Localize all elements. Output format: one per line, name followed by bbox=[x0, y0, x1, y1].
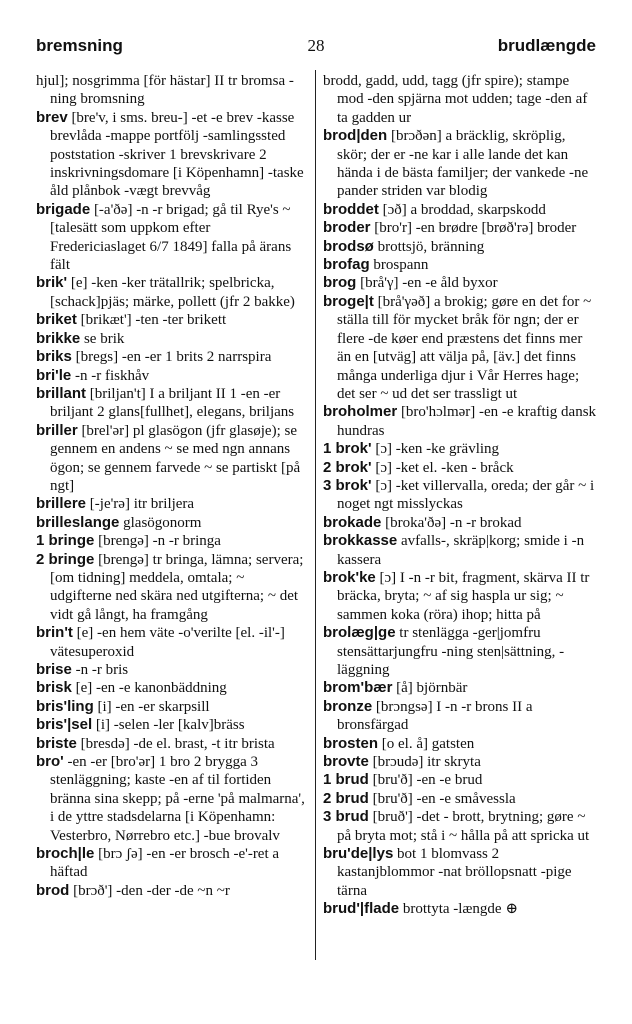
dictionary-entry bbox=[36, 698, 309, 716]
dictionary-entry bbox=[323, 808, 597, 845]
definition: -en -er [bro'ər] 1 bro 2 brygga 3 stenläggning; kaste -en af til fortiden bränna sina skepp; på -erne 'på malmarna', i de yttre stadsdelarna [i Köpenhamn: Vesterbro, Nørrebro etc.] -bue brovalv bbox=[50, 754, 305, 844]
headword: bronze bbox=[323, 697, 373, 715]
headword: broddet bbox=[323, 200, 379, 218]
definition: [briljan't] I a briljant II 1 -en -er briljant 2 glans[fullhet], elegans, briljans bbox=[50, 385, 295, 421]
definition: se brik bbox=[83, 330, 125, 347]
dictionary-entry bbox=[323, 532, 597, 569]
dictionary-entry bbox=[323, 900, 597, 918]
dictionary-entry bbox=[36, 495, 309, 513]
headword: brilleslange bbox=[36, 513, 120, 531]
dictionary-entry bbox=[323, 238, 597, 256]
dictionary-entry bbox=[36, 624, 309, 661]
dictionary-entry bbox=[36, 661, 309, 679]
dictionary-entry bbox=[36, 551, 309, 625]
headword: briket bbox=[36, 311, 77, 329]
definition: [brikæt'] -ten -ter brikett bbox=[80, 312, 227, 329]
definition: [bre'v, i sms. breu-] -et -e brev -kasse brevlåda -mappe portfölj -samlingssted poststation -skriver 1 brevskrivare 2 inskrivningsdomare [i Köpenhamn] -taske åld plånbok -vægt brevvåg bbox=[50, 109, 304, 200]
headword: brillere bbox=[36, 495, 87, 513]
dictionary-entry bbox=[36, 514, 309, 532]
definition: [-a'ðə] -n -r brigad; gå til Rye's ~ [talesätt som uppkom efter Fredericiaslaget 6/7 1849] falla på ärans fält bbox=[50, 201, 292, 274]
definition: [o el. å] gatsten bbox=[381, 735, 475, 752]
headword: brog bbox=[323, 274, 357, 292]
dictionary-entry bbox=[323, 790, 597, 808]
headword: brokade bbox=[323, 513, 382, 531]
definition: brottsjö, bränning bbox=[377, 238, 485, 255]
headword: 3 brud bbox=[323, 808, 369, 826]
dictionary-entry bbox=[36, 201, 309, 275]
definition: brospann bbox=[373, 257, 429, 274]
definition: -n -r fiskhåv bbox=[75, 367, 150, 384]
dictionary-entry bbox=[323, 219, 597, 237]
headword: brise bbox=[36, 661, 72, 678]
headword: brofag bbox=[323, 256, 370, 274]
dictionary-entry bbox=[36, 422, 309, 496]
definition: [bruð'] -det - brott, brytning; gøre ~ på bryta mot; stå i ~ hålla på att spricka ut bbox=[337, 809, 590, 844]
dictionary-entry bbox=[323, 753, 597, 771]
dictionary-entry bbox=[323, 72, 597, 127]
definition: [ɔð] a broddad, skarpskodd bbox=[382, 201, 546, 218]
page-number: 28 bbox=[307, 36, 325, 55]
headword: brillant bbox=[36, 384, 87, 402]
headword: brod bbox=[36, 881, 70, 899]
dictionary-entry bbox=[36, 311, 309, 329]
dictionary-entry bbox=[323, 477, 597, 514]
headword: 2 brok' bbox=[323, 458, 372, 476]
headword: brod|den bbox=[323, 127, 388, 145]
definition: [brɔudə] itr skryta bbox=[372, 754, 481, 771]
dictionary-entry bbox=[323, 735, 597, 753]
headword: briks bbox=[36, 348, 72, 366]
definition: [i] -en -er skarpsill bbox=[97, 698, 210, 715]
definition: [broka'ðə] -n -r brokad bbox=[385, 514, 522, 531]
dictionary-entry bbox=[36, 348, 309, 366]
dictionary-entry bbox=[323, 201, 597, 219]
headword: brolæg|ge bbox=[323, 624, 396, 642]
definition: [e] -en -e kanonbäddning bbox=[75, 680, 227, 697]
dictionary-entry bbox=[36, 532, 309, 550]
headword: brev bbox=[36, 108, 68, 126]
definition: [ɔ] -ken -ke grävling bbox=[375, 441, 500, 458]
headword: brok'ke bbox=[323, 568, 376, 586]
definition: glasögonorm bbox=[123, 514, 202, 531]
definition: tr stenlägga -ger|jomfru stensättarjungfru -ning sten|sättning, -läggning bbox=[337, 625, 565, 678]
column-divider bbox=[315, 70, 316, 960]
dictionary-entry bbox=[36, 753, 309, 845]
headword: 1 brok' bbox=[323, 440, 372, 458]
headword: broge|t bbox=[323, 292, 374, 310]
page-header bbox=[36, 36, 596, 60]
definition: [e] -en hem väte -o'verilte [el. -il'-] vätesuperoxid bbox=[50, 625, 285, 660]
dictionary-entry bbox=[323, 569, 597, 624]
definition: [ɔ] -ket villervalla, oreda; der går ~ i noget ngt misslyckas bbox=[337, 477, 595, 513]
dictionary-entry bbox=[323, 403, 597, 440]
definition: hjul]; nosgrimma [för hästar] II tr bromsa -ning bromsning bbox=[36, 73, 294, 108]
definition: [bro'hɔlmər] -en -e kraftig dansk hundras bbox=[337, 404, 597, 439]
dictionary-entry bbox=[36, 109, 309, 201]
dictionary-entry bbox=[323, 698, 597, 735]
definition: [brå'γ] -en -e åld byxor bbox=[360, 275, 498, 292]
dictionary-entry bbox=[323, 514, 597, 532]
dictionary-entry bbox=[36, 735, 309, 753]
headword: bris'ling bbox=[36, 697, 94, 715]
definition: [brengə] -n -r bringa bbox=[98, 533, 221, 550]
headword: brosten bbox=[323, 734, 379, 752]
definition: [-je'rə] itr briljera bbox=[89, 496, 195, 513]
headword: broder bbox=[323, 219, 371, 237]
headword: brisk bbox=[36, 679, 72, 697]
definition: [ɔ] -ket el. -ken - bråck bbox=[375, 459, 514, 476]
dictionary-entry bbox=[323, 624, 597, 679]
headword: bri'le bbox=[36, 366, 72, 384]
headword: brigade bbox=[36, 200, 91, 218]
dictionary-entry bbox=[36, 882, 309, 900]
headword: brokkasse bbox=[323, 532, 398, 550]
dictionary-entry bbox=[36, 716, 309, 734]
headword: brud'|flade bbox=[323, 900, 400, 918]
definition: -n -r bris bbox=[75, 662, 129, 678]
definition: [brɔ ʃə] -en -er brosch -e'-ret a häftad bbox=[50, 846, 280, 881]
definition: [brɔðən] a bräcklig, skröplig, skör; der er -ne kar i alle lande det kan hända i de bästa familjer; der vankede -ne pander striden var blodig bbox=[337, 128, 589, 200]
headword: brin't bbox=[36, 624, 73, 642]
dictionary-entry bbox=[323, 771, 597, 789]
definition: [brå'γəð] a brokig; gøre en det for ~ ställa till för mycket bråk för ngn; der er flere -de køer end præstens det finns mer än en [utväg] att välja på, [äv.] det finns många underliga djur i Vår Herres hage; det ser ~ ud det ser trassligt ut bbox=[337, 293, 592, 402]
dictionary-entry bbox=[323, 127, 597, 201]
dictionary-entry bbox=[323, 459, 597, 477]
definition: avfalls-, skräp|korg; smide i -n kassera bbox=[337, 533, 585, 568]
headword: bru'de|lys bbox=[323, 845, 394, 863]
definition: [bregs] -en -er 1 brits 2 narrspira bbox=[75, 349, 272, 366]
definition: brodd, gadd, udd, tagg (jfr spire); stampe mod -den spjärna mot udden; tage -den af ta gadden ur bbox=[323, 73, 588, 126]
dictionary-entry bbox=[323, 256, 597, 274]
dictionary-entry bbox=[323, 845, 597, 900]
headword: brom'bær bbox=[323, 679, 393, 697]
header-first-word: bremsning bbox=[36, 36, 123, 55]
headword: 1 bringe bbox=[36, 532, 95, 550]
headword: brik' bbox=[36, 274, 68, 292]
definition: [bru'ð] -en -e brud bbox=[372, 772, 483, 789]
definition: brottyta -længde ⊕ bbox=[402, 901, 518, 918]
dictionary-entry bbox=[323, 293, 597, 403]
definition: bot 1 blomvass 2 kastanjblommor -nat bröllopsnatt -pige tärna bbox=[337, 846, 572, 899]
right-column bbox=[323, 72, 597, 919]
headword: brikke bbox=[36, 329, 81, 347]
definition: [bresdə] -de el. brast, -t itr brista bbox=[80, 735, 275, 752]
dictionary-entry bbox=[36, 385, 309, 422]
headword: broch|le bbox=[36, 845, 95, 863]
dictionary-entry bbox=[323, 440, 597, 458]
definition: [bru'ð] -en -e småvessla bbox=[372, 790, 516, 807]
headword: briller bbox=[36, 421, 78, 439]
headword: 2 brud bbox=[323, 789, 369, 807]
dictionary-entry bbox=[36, 679, 309, 697]
definition: [å] björnbär bbox=[396, 680, 468, 697]
dictionary-entry bbox=[36, 72, 309, 109]
definition: [ɔ] I -n -r bit, fragment, skärva II tr bräcka, bryta; ~ af sig haspla ur sig; ~ sammen koka (röra) ihop; hitta på bbox=[337, 569, 590, 623]
definition: [brel'ər] pl glasögon (jfr glasøje); se gennem en andens ~ se med ngn annans ögon; se gennem farvede ~ se partiskt [på ngt] bbox=[50, 422, 301, 494]
dictionary-entry bbox=[36, 274, 309, 311]
headword: broholmer bbox=[323, 403, 398, 421]
dictionary-entry bbox=[323, 274, 597, 292]
headword: 1 brud bbox=[323, 771, 369, 789]
dictionary-entry bbox=[36, 845, 309, 882]
headword: bris'|sel bbox=[36, 716, 93, 734]
definition: [brɔngsə] I -n -r brons II a bronsfärgad bbox=[337, 698, 533, 734]
dictionary-entry bbox=[36, 330, 309, 348]
definition: [bro'r] -en brødre [brøð'rə] broder bbox=[374, 220, 577, 237]
dictionary-entry bbox=[36, 367, 309, 385]
definition: [i] -selen -ler [kalv]bräss bbox=[95, 717, 245, 734]
definition: [brengə] tr bringa, lämna; servera; [om tidning] meddela, omtala; ~ udgifterne ned skära ned utgifterna; ~ det vidt gå långt, ha framgång bbox=[50, 551, 304, 623]
left-column bbox=[36, 72, 309, 900]
headword: brovte bbox=[323, 753, 369, 771]
headword: briste bbox=[36, 734, 77, 752]
definition: [e] -ken -ker trätallrik; spelbricka, [schack]pjäs; märke, pollett (jfr 2 bakke) bbox=[50, 275, 295, 310]
definition: [brɔð'] -den -der -de ~n ~r bbox=[73, 882, 230, 899]
headword: 3 brok' bbox=[323, 476, 372, 494]
headword: 2 bringe bbox=[36, 550, 95, 568]
headword: brodsø bbox=[323, 237, 374, 255]
header-last-word: brudlængde bbox=[497, 36, 596, 55]
dictionary-entry bbox=[323, 679, 597, 697]
headword: bro' bbox=[36, 753, 64, 771]
